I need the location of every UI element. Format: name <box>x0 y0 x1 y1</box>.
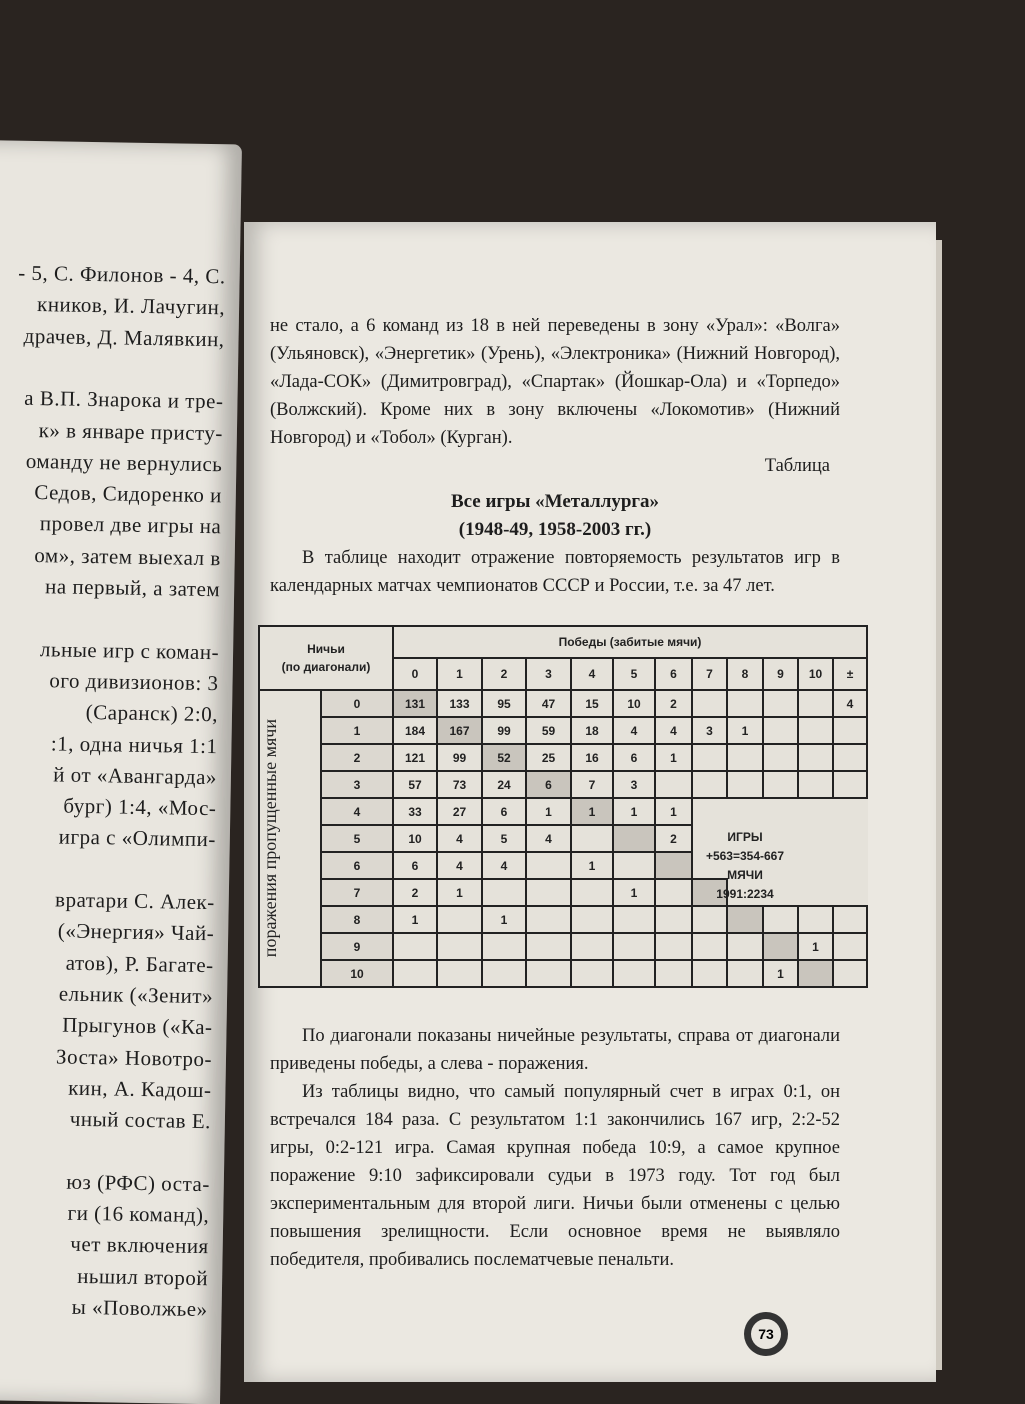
table-cell <box>833 771 867 798</box>
table-cell: 57 <box>393 771 437 798</box>
table-cell <box>613 825 655 852</box>
table-cell: 10 <box>613 690 655 717</box>
table-cell: 6 <box>613 744 655 771</box>
left-page-line: на первый, а затем <box>44 574 221 602</box>
table-cell: 4 <box>482 852 526 879</box>
left-page-line: провел две игры на <box>39 511 222 539</box>
table-cell <box>727 933 763 960</box>
row-header: 8 <box>321 906 393 933</box>
left-page-line: - 5, С. Филонов - 4, С. <box>18 260 226 289</box>
table-cell <box>571 879 613 906</box>
table-cell <box>655 906 692 933</box>
table-cell: 4 <box>526 825 571 852</box>
table-cell <box>798 798 833 825</box>
table-cell <box>692 933 727 960</box>
corner-line1: Ничьи <box>307 642 345 656</box>
left-page-line: к» в январе присту- <box>38 417 224 445</box>
table-cell: 1 <box>613 798 655 825</box>
table-label: Таблица <box>764 456 830 476</box>
table-cell: 1 <box>571 852 613 879</box>
table-cell: 27 <box>437 798 482 825</box>
table-cell: 1 <box>763 960 798 987</box>
left-page <box>0 140 242 1404</box>
table-cell <box>526 960 571 987</box>
table-cell <box>833 852 867 879</box>
left-page-line: ельник («Зенит» <box>58 981 214 1009</box>
table-cell: 33 <box>393 798 437 825</box>
row-header: 1 <box>321 717 393 744</box>
table-cell <box>798 744 833 771</box>
table-cell <box>763 690 798 717</box>
table-cell <box>798 771 833 798</box>
right-page-text <box>270 312 840 600</box>
column-header: 4 <box>571 658 613 690</box>
table-cell <box>798 960 833 987</box>
table-cell: 184 <box>393 717 437 744</box>
table-cell <box>727 771 763 798</box>
table-cell: 1 <box>727 717 763 744</box>
left-page-line: Зоста» Новотро- <box>55 1043 213 1071</box>
table-cell: 3 <box>613 771 655 798</box>
row-header: 10 <box>321 960 393 987</box>
table-row <box>259 744 867 771</box>
page-number: 73 <box>751 1319 781 1349</box>
table-cell: 1 <box>798 933 833 960</box>
table-row <box>259 906 867 933</box>
table-cell <box>833 798 867 825</box>
table-cell <box>526 933 571 960</box>
table-cell <box>798 690 833 717</box>
table-cell: 133 <box>437 690 482 717</box>
left-page-line: ом», затем выехал в <box>34 542 221 570</box>
table-cell: 16 <box>571 744 613 771</box>
table-cell <box>571 825 613 852</box>
results-table <box>258 625 868 988</box>
table-cell <box>655 933 692 960</box>
table-cell: 1 <box>437 879 482 906</box>
left-page-line: льные игр с коман- <box>39 636 220 664</box>
table-cell: 1 <box>393 906 437 933</box>
table-cell <box>655 960 692 987</box>
left-page-line: Прыгунов («Ка- <box>62 1012 213 1040</box>
table-cell <box>437 906 482 933</box>
left-page-line: бург) 1:4, «Мос- <box>63 793 217 821</box>
table-cell: 4 <box>437 852 482 879</box>
column-header: 9 <box>763 658 798 690</box>
table-cell <box>798 717 833 744</box>
table-description: В таблице находит отражение повторяемость результатов игр в календарных матчах чемпионатов СССР и России, т.е. за 47 лет. <box>270 548 840 596</box>
row-header: 6 <box>321 852 393 879</box>
left-page-line: вратари С. Алек- <box>54 887 215 915</box>
table-cell <box>727 960 763 987</box>
table-cell <box>437 933 482 960</box>
page-number-badge <box>744 1312 788 1356</box>
summary-box <box>680 828 810 904</box>
table-cell <box>526 852 571 879</box>
table-cell: 131 <box>393 690 437 717</box>
table-cell: 6 <box>482 798 526 825</box>
row-header: 3 <box>321 771 393 798</box>
table-cell: 6 <box>526 771 571 798</box>
table-cell <box>727 798 763 825</box>
table-cell: 47 <box>526 690 571 717</box>
column-header: 1 <box>437 658 482 690</box>
table-cell: 10 <box>393 825 437 852</box>
diagonal-note: По диагонали показаны ничейные результаты, справа от диагонали приведены победы, а слева - поражения. <box>270 1026 840 1074</box>
games-label: ИГРЫ <box>727 830 763 844</box>
table-cell: 3 <box>692 717 727 744</box>
column-header: 8 <box>727 658 763 690</box>
table-cell <box>763 906 798 933</box>
left-page-line: драчев, Д. Малявкин, <box>23 323 225 351</box>
table-cell: 1 <box>655 798 692 825</box>
table-cell <box>482 879 526 906</box>
table-cell: 4 <box>437 825 482 852</box>
table-cell <box>727 744 763 771</box>
table-row <box>259 771 867 798</box>
left-page-line: ы «Поволжье» <box>71 1294 208 1322</box>
table-cell <box>655 771 692 798</box>
table-cell <box>763 933 798 960</box>
row-header: 0 <box>321 690 393 717</box>
table-cell <box>833 879 867 906</box>
analysis-paragraph: Из таблицы видно, что самый популярный счет в играх 0:1, он встречался 184 раза. С результатом 1:1 закончились 167 игр, 2:2-52 игры, 0:2-121 игра. Самая крупная победа 10:9, а самое крупное поражение 9:10 зафиксировали судьи в 1973 году. Тот год был экспериментальным для второй лиги. Ничьи были отменены с целью повышения зрелищности. Если основное время не выявляло победителя, пробивались послематчевые пенальти. <box>270 1082 840 1270</box>
table-cell: 24 <box>482 771 526 798</box>
table-cell: 1 <box>526 798 571 825</box>
table-row <box>259 717 867 744</box>
table-cell <box>613 906 655 933</box>
column-header: 10 <box>798 658 833 690</box>
table-cell: 25 <box>526 744 571 771</box>
column-header: 7 <box>692 658 727 690</box>
table-cell <box>393 960 437 987</box>
left-page-line: («Энергия» Чай- <box>57 918 215 946</box>
left-page-line: :1, одна ничья 1:1 <box>50 730 218 758</box>
table-cell <box>692 798 727 825</box>
table-row <box>259 798 867 825</box>
table-header-row <box>259 626 867 658</box>
table-cell <box>763 798 798 825</box>
table-cell: 73 <box>437 771 482 798</box>
table-cell <box>833 960 867 987</box>
table-cell <box>763 744 798 771</box>
corner-line2: (по диагонали) <box>281 660 371 674</box>
table-cell <box>482 933 526 960</box>
table-cell <box>437 960 482 987</box>
table-cell: 5 <box>482 825 526 852</box>
left-page-line: Седов, Сидоренко и <box>34 480 223 508</box>
left-page-line: а В.П. Знарока и тре- <box>24 386 224 414</box>
table-cell <box>692 960 727 987</box>
table-cell <box>692 771 727 798</box>
left-page-line: юз (РФС) оста- <box>66 1169 211 1196</box>
table-row <box>259 960 867 987</box>
row-group-header <box>259 690 321 987</box>
table-cell: 99 <box>437 744 482 771</box>
column-header: 3 <box>526 658 571 690</box>
table-cell: 167 <box>437 717 482 744</box>
row-group-label: поражения пропущенные мячи <box>260 719 280 958</box>
table-cell <box>613 933 655 960</box>
column-header: 0 <box>393 658 437 690</box>
left-page-line: чет включения <box>70 1232 209 1259</box>
column-header: ± <box>833 658 867 690</box>
table-cell: 1 <box>613 879 655 906</box>
right-page <box>244 222 936 1382</box>
table-cell: 59 <box>526 717 571 744</box>
conclusion-text <box>270 1022 840 1274</box>
left-page-line: (Саранск) 2:0, <box>85 700 219 727</box>
table-cell: 15 <box>571 690 613 717</box>
table-cell: 121 <box>393 744 437 771</box>
table-row <box>259 690 867 717</box>
goals-label: МЯЧИ <box>727 868 763 882</box>
table-cell <box>613 960 655 987</box>
table-cell <box>763 771 798 798</box>
corner-header <box>259 626 393 690</box>
goals-record: 1991:2234 <box>716 887 774 901</box>
table-cell <box>833 825 867 852</box>
table-cell: 2 <box>393 879 437 906</box>
row-header: 7 <box>321 879 393 906</box>
table-cell <box>833 744 867 771</box>
table-cell <box>482 960 526 987</box>
table-cell: 1 <box>571 798 613 825</box>
table-cell: 95 <box>482 690 526 717</box>
table-cell <box>526 879 571 906</box>
column-header: 5 <box>613 658 655 690</box>
left-page-line: кин, А. Кадош- <box>68 1075 212 1102</box>
left-page-line: атов), Р. Багате- <box>65 950 214 977</box>
table-subtitle: (1948-49, 1958-2003 гг.) <box>458 519 652 540</box>
column-header: 2 <box>482 658 526 690</box>
left-page-line: чный состав Е. <box>69 1106 212 1134</box>
table-cell: 2 <box>655 690 692 717</box>
left-page-line: кников, И. Лачугин, <box>36 292 226 320</box>
table-cell <box>833 906 867 933</box>
table-cell <box>613 852 655 879</box>
row-header: 4 <box>321 798 393 825</box>
table-cell: 52 <box>482 744 526 771</box>
table-cell <box>692 690 727 717</box>
table-cell: 1 <box>482 906 526 933</box>
row-header: 2 <box>321 744 393 771</box>
table-cell <box>692 906 727 933</box>
left-page-line: оманду не вернулись <box>25 448 223 477</box>
table-cell: 4 <box>613 717 655 744</box>
games-record: +563=354-667 <box>705 849 785 863</box>
table-cell: 18 <box>571 717 613 744</box>
table-cell <box>763 717 798 744</box>
table-row <box>259 933 867 960</box>
table-cell <box>571 960 613 987</box>
left-page-line: ого дивизионов: 3 <box>49 668 219 696</box>
table-cell: 99 <box>482 717 526 744</box>
left-page-line: игра с «Олимпи- <box>58 824 217 852</box>
table-cell: 2 <box>655 825 692 852</box>
table-cell <box>833 717 867 744</box>
table-cell: 6 <box>393 852 437 879</box>
left-page-line: ги (16 команд), <box>67 1200 210 1228</box>
column-header: 6 <box>655 658 692 690</box>
left-page-line: ньшил второй <box>76 1263 209 1290</box>
column-group-header: Победы (забитые мячи) <box>393 626 867 658</box>
table-cell <box>833 933 867 960</box>
table-title: Все игры «Металлурга» <box>450 491 660 512</box>
table-cell: 4 <box>655 717 692 744</box>
table-cell: 7 <box>571 771 613 798</box>
table-cell: 1 <box>655 744 692 771</box>
table-cell <box>727 906 763 933</box>
table-cell <box>571 906 613 933</box>
intro-paragraph: не стало, а 6 команд из 18 в ней переведены в зону «Урал»: «Волга» (Ульяновск), «Энергетик» (Урень), «Электроника» (Нижний Новгород), «Лада-СОК» (Димитровград), «Спартак» (Йошкар-Ола) и «Торпедо» (Волжский). Кроме них в зону включены «Локомотив» (Нижний Новгород) и «Тобол» (Курган). <box>270 316 840 448</box>
table-cell <box>798 906 833 933</box>
table-cell <box>727 690 763 717</box>
table-cell <box>526 906 571 933</box>
row-header: 5 <box>321 825 393 852</box>
table-cell <box>692 744 727 771</box>
row-header: 9 <box>321 933 393 960</box>
table-cell: 4 <box>833 690 867 717</box>
table-cell <box>571 933 613 960</box>
table-cell <box>393 933 437 960</box>
left-page-line: й от «Авангарда» <box>53 762 218 790</box>
